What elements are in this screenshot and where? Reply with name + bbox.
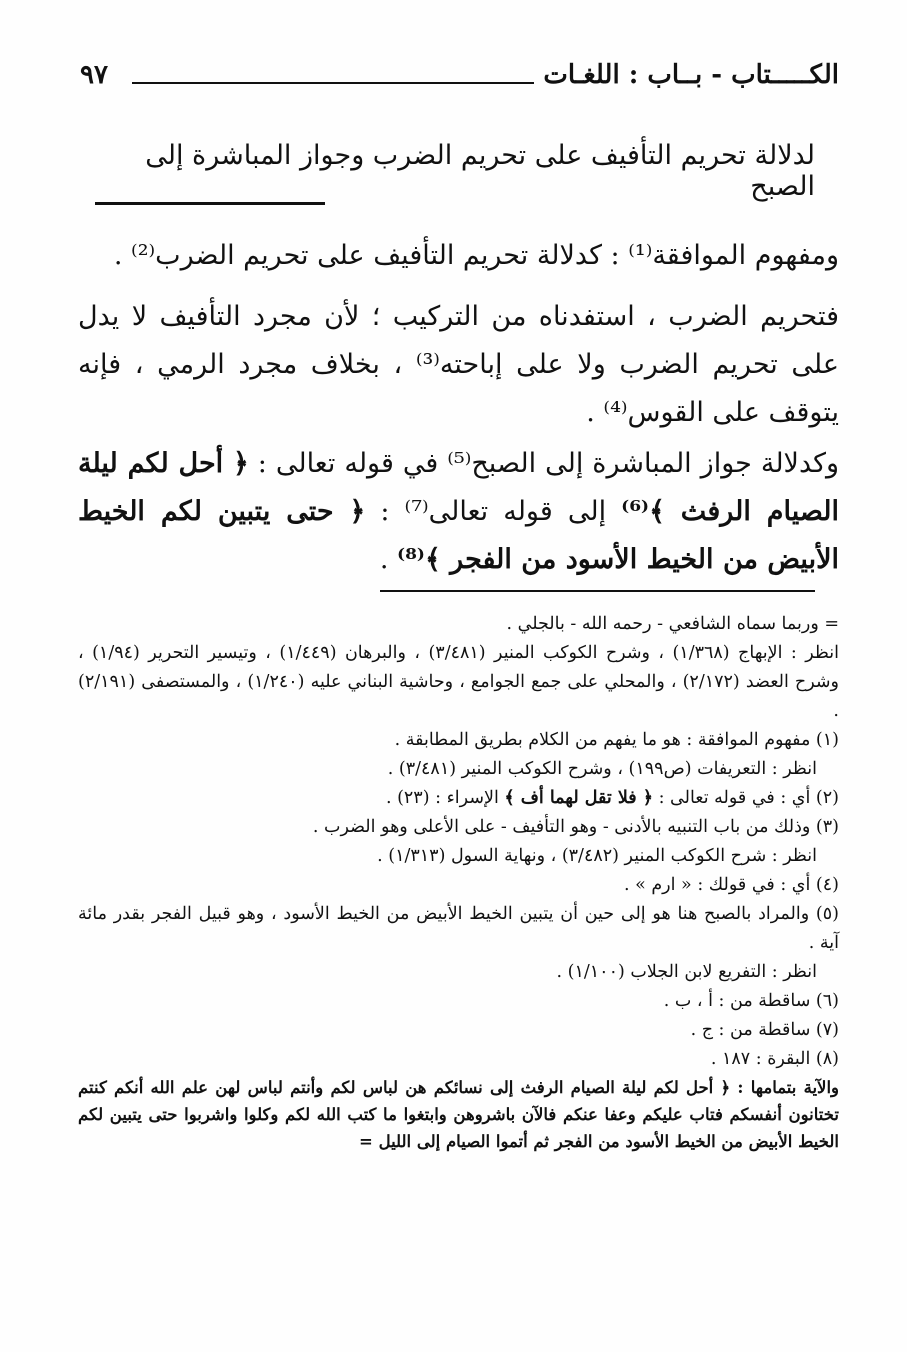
page-header [80,60,839,100]
footnote-2-quote: ﴿ فلا تقل لهما أف ﴾ [504,788,653,808]
footnote-1: (١) مفهوم الموافقة : هو ما يفهم من الكلام بطريق المطابقة . [394,730,839,750]
running-title: الكـــــتاب - بــاب : اللغـات [543,60,839,90]
section-heading: لدلالة تحريم التأفيف على تحريم الضرب وجواز المباشرة إلى الصبح [145,140,815,202]
footnote-4: (٤) أي : في قولك : « ارم » . [623,875,839,895]
quran-quote-1: ﴿ أحل لكم ليلة الصيام الرفث ﴾⁽⁶⁾ [78,448,839,527]
paragraph-3 [78,440,839,584]
footnote-6: (٦) ساقطة من : أ ، ب . [663,991,839,1011]
footnote-8-verse: والآية بتمامها : ﴿ أحل لكم ليلة الصيام الرفث إلى نسائكم هن لباس لكم وأنتم لباس لهن علم الله أنكم كنتم تختانون أنفسكم فتاب عليكم وعفا عنكم فالآن باشروهن وابتغوا ما كتب الله لكم وكلوا واشربوا حتى يتبين لكم الخيط الأبيض من الخيط الأسود من الفجر ثم أتموا الصيام إلى الليل = [78,1078,839,1151]
footnote-2 [78,784,839,813]
footnote-5-refs: انظر : التفريع لابن الجلاب (١/١٠٠) . [556,962,817,982]
paragraph-1: ومفهوم الموافقة⁽¹⁾ : كدلالة تحريم التأفيف على تحريم الضرب⁽²⁾ . [113,240,839,271]
paragraph-2: فتحريم الضرب ، استفدناه من التركيب ؛ لأن مجرد التأفيف لا يدل على تحريم الضرب ولا على إباحته⁽³⁾ ، بخلاف مجرد الرمي ، فإنه يتوقف على القوس⁽⁴⁾ . [78,301,839,428]
footnote-3-refs: انظر : شرح الكوكب المنير (٣/٤٨٢) ، ونهاية السول (١/٣١٣) . [377,846,817,866]
footnotes [78,610,839,1155]
footnote-3: (٣) وذلك من باب التنبيه بالأدنى - وهو التأفيف - على الأعلى وهو الضرب . [312,817,839,837]
header-rule [132,82,534,84]
footnote-7: (٧) ساقطة من : ج . [690,1020,839,1040]
paragraph-3-text-a: وكدلالة جواز المباشرة إلى الصبح⁽⁵⁾ في قوله تعالى : [248,448,840,479]
footnote-continuation: = وربما سماه الشافعي - رحمه الله - بالجلي . [506,614,839,634]
paragraph-3-text-e: . [379,544,398,575]
footnote-continuation-refs: انظر : الإبهاج (١/٣٦٨) ، وشرح الكوكب المنير (٣/٤٨١) ، والبرهان (١/٤٤٩) ، وتيسير التحرير (١/٩٤) ، وشرح العضد (٢/١٧٢) ، والمحلي على جمع الجوامع ، وحاشية البناني عليه (١/٢٤٠) ، والمستصفى (٢/١٩١) . [78,643,839,721]
footnote-8: (٨) البقرة : ١٨٧ . [710,1049,839,1069]
footnote-1-refs: انظر : التعريفات (ص١٩٩) ، وشرح الكوكب المنير (٣/٤٨١) . [387,759,817,779]
footnote-5: (٥) والمراد بالصبح هنا هو إلى حين أن يتبين الخيط الأبيض من الخيط الأسود ، وهو قبيل الفجر بقدر مائة آية . [78,904,839,953]
paragraph-3-text-c: إلى قوله تعالى⁽⁷⁾ : [365,496,622,527]
quran-quote-2: ﴿ حتى يتبين لكم الخيط الأبيض من الخيط الأسود من الفجر ﴾⁽⁸⁾ [78,496,839,575]
footnote-rule [380,590,815,592]
footnote-2-c: الإسراء : (٢٣) . [385,788,505,808]
page-number: ٩٧ [80,60,108,90]
footnote-2-a: (٢) أي : في قوله تعالى : [653,788,839,808]
heading-rule [95,202,325,205]
